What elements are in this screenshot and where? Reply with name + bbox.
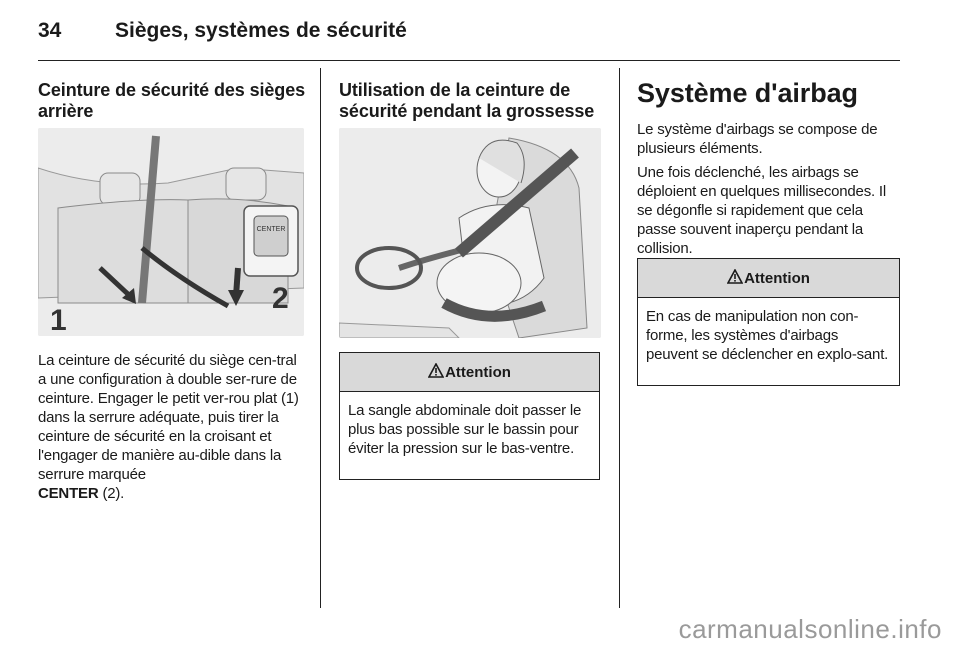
section-heading-rear-seatbelt: Ceinture de sécurité des sièges arrière xyxy=(38,80,306,121)
warning-box-pregnancy xyxy=(339,352,600,480)
rear-seatbelt-paragraph-tail: (2). xyxy=(98,485,125,502)
warning-title: Attention xyxy=(445,363,511,381)
rear-seat-belt-illustration xyxy=(38,128,304,336)
airbag-paragraph-1: Le système d'airbags se compose de plusieurs éléments. xyxy=(637,121,878,157)
warning-text: La sangle abdominale doit passer le plus bas possible sur le bassin pour éviter la pression sur le bas-ventre. xyxy=(348,402,582,457)
figure-label-1: 1 xyxy=(50,304,67,336)
rear-seatbelt-text xyxy=(38,351,304,503)
warning-header xyxy=(638,259,899,298)
pregnancy-seatbelt-illustration xyxy=(339,128,601,338)
column-divider-1 xyxy=(320,68,321,608)
column-pregnancy xyxy=(339,70,601,122)
figure-label-2: 2 xyxy=(272,282,289,315)
airbag-paragraph-2: Une fois déclenché, les airbags se déploient en quelques millisecondes. Il se dégonfle si rapidement que cela passe souvent inaperçu pendant la collision. xyxy=(637,164,887,257)
warning-triangle-icon xyxy=(727,269,743,288)
warning-header xyxy=(340,353,599,392)
page-title: Sièges, systèmes de sécurité xyxy=(115,19,407,42)
rear-seats-drawing xyxy=(38,128,304,336)
column-divider-2 xyxy=(619,68,620,608)
section-heading-airbag: Système d'airbag xyxy=(637,78,858,108)
center-tag-label: CENTER xyxy=(256,226,286,233)
center-bold-label: CENTER xyxy=(38,485,99,502)
warning-text: En cas de manipulation non con-forme, les systèmes d'airbags peuvent se déclencher en explo-sant. xyxy=(646,308,889,363)
page-number: 34 xyxy=(38,19,62,42)
watermark: carmanualsonline.info xyxy=(678,614,942,644)
warning-box-airbag xyxy=(637,258,900,386)
page-header xyxy=(38,17,900,49)
column-airbag xyxy=(637,70,902,258)
rear-seatbelt-paragraph-text: La ceinture de sécurité du siège cen-tral a une configuration à double ser-rure de ceinture. Engager le petit ver-rou plat (1) dans la serrure adéquate, puis tirer la ceinture de sécurité en la croisant et l'engager de manière au-dible dans la serrure marquée xyxy=(38,352,299,483)
pregnant-woman-drawing xyxy=(339,128,601,338)
column-rear-seatbelt xyxy=(38,70,306,122)
rear-seatbelt-paragraph xyxy=(38,351,304,503)
warning-triangle-icon xyxy=(428,363,444,382)
warning-title: Attention xyxy=(744,269,810,287)
header-divider xyxy=(38,60,900,61)
section-heading-pregnancy: Utilisation de la ceinture de sécurité pendant la grossesse xyxy=(339,80,595,121)
